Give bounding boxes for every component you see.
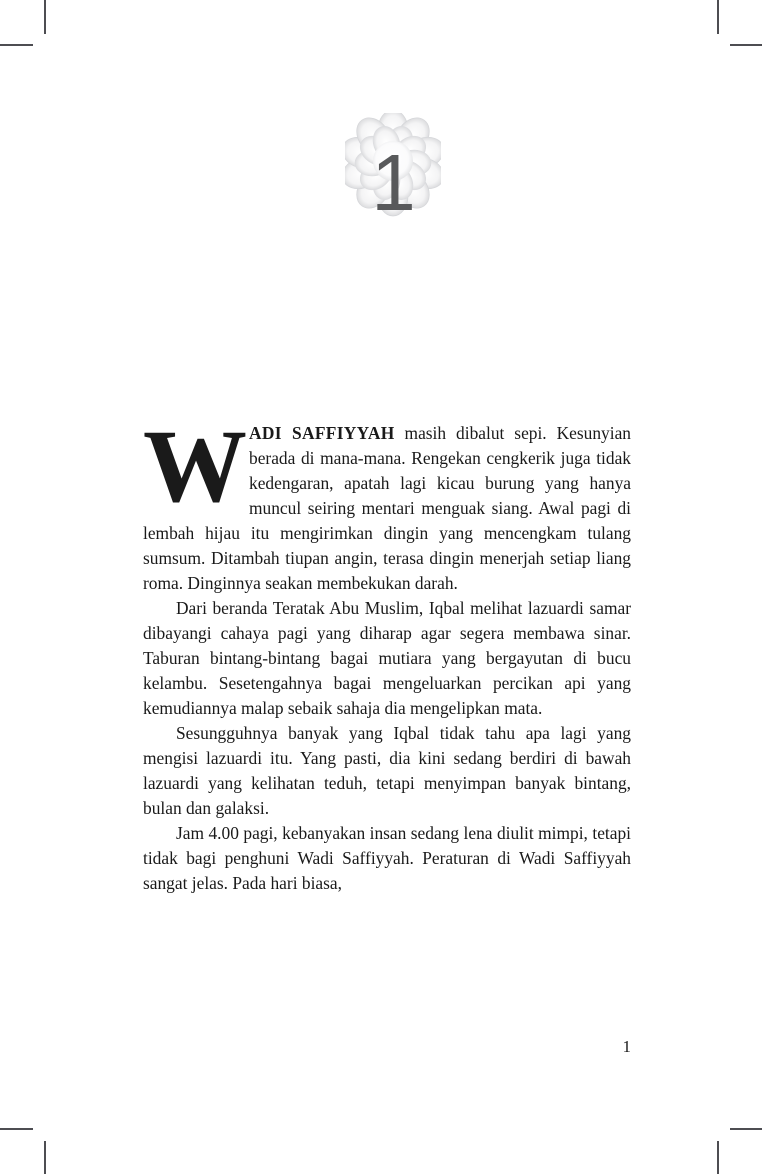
body-text-block bbox=[143, 409, 631, 896]
crop-mark-top-right-horizontal bbox=[730, 44, 762, 46]
crop-mark-bottom-left-vertical bbox=[44, 1141, 46, 1174]
paragraph-1-text: masih dibalut sepi. Kesunyian berada di mana-mana. Rengekan cengkerik juga tidak kedengaran, apatah lagi kicau burung yang hanya muncul seiring mentari menguak siang. Awal pagi di lembah hijau itu mengirimkan dingin yang mencengkam tulang sumsum. Ditambah tiupan angin, terasa dingin menerjah setiap liang roma. Dinginnya seakan membekukan darah. bbox=[143, 423, 631, 593]
paragraph-3: Sesungguhnya banyak yang Iqbal tidak tahu apa lagi yang mengisi lazuardi itu. Yang pasti, dia kini sedang berdiri di bawah lazuardi yang kelihatan teduh, tetapi menyimpan banyak bintang, bulan dan galaksi. bbox=[143, 723, 631, 818]
chapter-ornament bbox=[345, 113, 441, 227]
paragraph-2: Dari beranda Teratak Abu Muslim, Iqbal melihat lazuardi samar dibayangi cahaya pagi yang diharap agar segera membawa sinar. Taburan bintang-bintang bagai mutiara yang bergayutan di bucu kelambu. Sesetengahnya bagai mengeluarkan percikan api yang kemudiannya malap sebaik sahaja dia mengelipkan mata. bbox=[143, 598, 631, 718]
paragraph-1 bbox=[143, 409, 631, 596]
drop-cap: W bbox=[143, 409, 247, 524]
paragraph-4: Jam 4.00 pagi, kebanyakan insan sedang lena diulit mimpi, tetapi tidak bagi penghuni Wadi Saffiyyah. Peraturan di Wadi Saffiyyah sangat jelas. Pada hari biasa, bbox=[143, 823, 631, 893]
crop-mark-top-right-vertical bbox=[717, 0, 719, 34]
page-number: 1 bbox=[622, 1037, 631, 1056]
crop-mark-bottom-right-vertical bbox=[717, 1141, 719, 1174]
crop-mark-top-left-horizontal bbox=[0, 44, 33, 46]
crop-mark-bottom-left-horizontal bbox=[0, 1128, 33, 1130]
chapter-number: 1 bbox=[371, 138, 415, 227]
crop-mark-bottom-right-horizontal bbox=[730, 1128, 762, 1130]
crop-mark-top-left-vertical bbox=[44, 0, 46, 34]
lead-in-text: ADI SAFFIYYAH bbox=[249, 423, 395, 443]
